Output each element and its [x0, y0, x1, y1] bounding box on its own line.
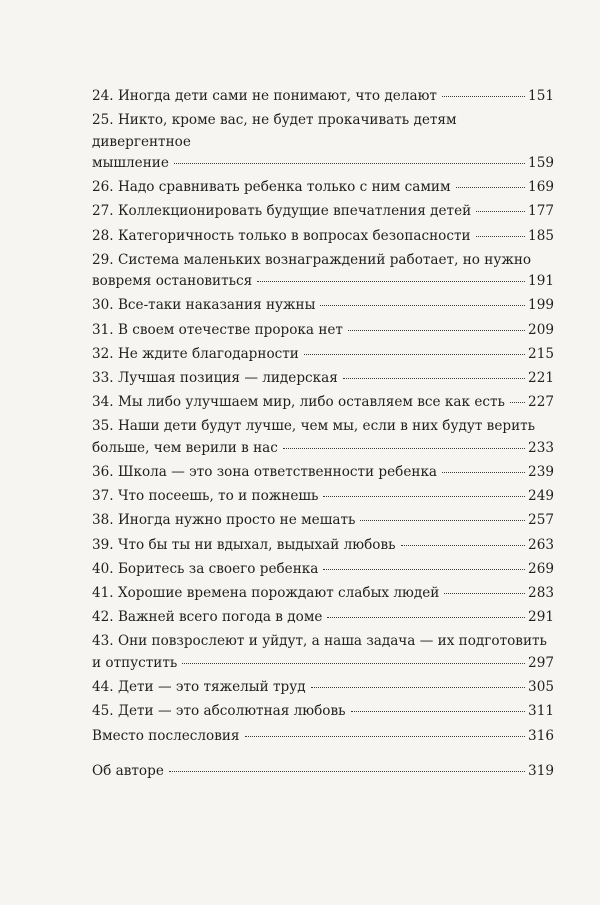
toc-page-number: 233 [528, 439, 554, 456]
toc-entry-row [92, 607, 554, 628]
toc-entry-row [92, 392, 554, 413]
toc-entry-title: вовремя остановиться [92, 273, 253, 290]
dot-leader [323, 496, 525, 497]
toc-page-number: 305 [528, 679, 554, 696]
toc-page-number: 159 [528, 155, 554, 172]
toc-entry [92, 295, 554, 316]
toc-entry-title: Об авторе [92, 762, 164, 779]
dot-leader [444, 593, 525, 594]
toc-entry-row [92, 583, 554, 604]
toc-entry-row [92, 486, 554, 507]
toc-entry-title-line: 29. Система маленьких вознаграждений работает, но нужно [92, 251, 532, 268]
toc-entry-title: 26. Надо сравнивать ребенка только с ним самим [92, 179, 451, 196]
toc-entry [92, 344, 554, 365]
toc-entry-title: 39. Что бы ты ни вдыхал, выдыхай любовь [92, 536, 396, 553]
toc-entry [92, 535, 554, 556]
toc-entry-row [92, 510, 554, 531]
toc-entry [92, 177, 554, 198]
toc-entry-title: 30. Все-таки наказания нужны [92, 297, 316, 314]
dot-leader [283, 448, 525, 449]
toc-entry [92, 701, 554, 722]
toc-page-number: 209 [528, 321, 554, 338]
dot-leader [442, 472, 525, 473]
toc-entry-title: 37. Что посеешь, то и пожнешь [92, 488, 319, 505]
dot-leader [476, 211, 525, 212]
toc-entry-title: 34. Мы либо улучшаем мир, либо оставляем все как есть [92, 394, 505, 411]
toc-entry-row [92, 701, 554, 722]
toc-entry-row [92, 271, 554, 292]
toc-entry-title: мышление [92, 155, 169, 172]
toc-entry-title: 40. Боритесь за своего ребенка [92, 560, 319, 577]
toc-entry-row [92, 677, 554, 698]
toc-entry-title: больше, чем верили в нас [92, 439, 278, 456]
toc-entry-row [92, 761, 554, 782]
toc-entry-row [92, 368, 554, 389]
dot-leader [456, 187, 526, 188]
toc-entry-row [92, 295, 554, 316]
toc-page-number: 249 [528, 488, 554, 505]
toc-page-number: 291 [528, 609, 554, 626]
dot-leader [304, 354, 525, 355]
toc-entry-title: 41. Хорошие времена порождают слабых людей [92, 585, 440, 602]
toc-entry-title: 24. Иногда дети сами не понимают, что делают [92, 88, 437, 104]
toc-entry [92, 583, 554, 604]
dot-leader [174, 163, 525, 164]
dot-leader [401, 545, 526, 546]
toc-entry [92, 510, 554, 531]
toc-entry [92, 559, 554, 580]
toc-entry-row [92, 559, 554, 580]
toc-page-number: 257 [528, 512, 554, 529]
dot-leader [360, 520, 525, 521]
toc-entry [92, 486, 554, 507]
toc-entry-title: и отпустить [92, 654, 178, 671]
dot-leader [320, 305, 525, 306]
toc-entry [92, 392, 554, 413]
toc-entry [92, 726, 554, 747]
toc-entry [92, 86, 554, 107]
toc-entry [92, 631, 554, 674]
toc-page-number: 263 [528, 536, 554, 553]
toc-page-number: 269 [528, 560, 554, 577]
toc-entry-title-line: 35. Наши дети будут лучше, чем мы, если в них будут верить [92, 418, 536, 435]
toc-entry [92, 761, 554, 782]
toc-page-number: 316 [528, 727, 554, 744]
dot-leader [245, 736, 526, 737]
toc-entry [92, 607, 554, 628]
toc-page-number: 199 [528, 297, 554, 314]
toc-entry-row [92, 438, 554, 459]
dot-leader [351, 711, 526, 712]
dot-leader [169, 771, 525, 772]
toc-entry-title: 44. Дети — это тяжелый труд [92, 679, 306, 696]
dot-leader [311, 687, 525, 688]
toc-entry [92, 226, 554, 247]
toc-entry-title: 42. Важней всего погода в доме [92, 609, 323, 626]
toc-entry-title: 27. Коллекционировать будущие впечатления детей [92, 203, 472, 220]
toc-entry [92, 320, 554, 341]
toc-entry-title: 36. Школа — это зона ответственности ребенка [92, 464, 438, 481]
toc-entry [92, 110, 554, 174]
dot-leader [442, 96, 525, 97]
toc-entry-title: 33. Лучшая позиция — лидерская [92, 370, 338, 387]
dot-leader [257, 281, 525, 282]
toc-entry-row [92, 344, 554, 365]
toc-entry-row [92, 177, 554, 198]
toc-entry-title-line: 25. Никто, кроме вас, не будет прокачивать детям дивергентное [92, 112, 457, 150]
dot-leader [327, 617, 525, 618]
dot-leader [182, 663, 525, 664]
dot-leader [343, 378, 525, 379]
toc-entry-row [92, 653, 554, 674]
toc-page-number: 283 [528, 585, 554, 602]
toc-entry-title: 32. Не ждите благодарности [92, 345, 299, 362]
toc-entry-row [92, 86, 554, 107]
table-of-contents [92, 86, 554, 785]
toc-page-number: 311 [528, 703, 554, 720]
toc-page-number: 177 [528, 203, 554, 220]
toc-entry [92, 201, 554, 222]
toc-entry [92, 368, 554, 389]
toc-entry-row [92, 320, 554, 341]
toc-entry-row [92, 201, 554, 222]
toc-page-number: 239 [528, 464, 554, 481]
dot-leader [476, 236, 526, 237]
toc-entry-title: Вместо послесловия [92, 727, 240, 744]
toc-entry [92, 250, 554, 293]
toc-entry-title: 28. Категоричность только в вопросах безопасности [92, 227, 471, 244]
toc-entry [92, 416, 554, 459]
toc-page-number: 151 [528, 88, 554, 104]
toc-entry-row [92, 462, 554, 483]
toc-entry-title-line: 43. Они повзрослеют и уйдут, а наша задача — их подготовить [92, 633, 547, 650]
toc-entry-row [92, 535, 554, 556]
toc-page-number: 297 [528, 654, 554, 671]
toc-entry-row [92, 726, 554, 747]
toc-page-number: 215 [528, 345, 554, 362]
toc-page-number: 191 [528, 273, 554, 290]
toc-entry [92, 462, 554, 483]
toc-page-number: 185 [528, 227, 554, 244]
toc-entry-title: 45. Дети — это абсолютная любовь [92, 703, 346, 720]
dot-leader [323, 569, 525, 570]
toc-entry-row [92, 226, 554, 247]
toc-entry-title: 38. Иногда нужно просто не мешать [92, 512, 356, 529]
toc-entry-row [92, 153, 554, 174]
toc-page-number: 169 [528, 179, 554, 196]
toc-page-number: 227 [528, 394, 554, 411]
toc-page-number: 221 [528, 370, 554, 387]
dot-leader [510, 402, 525, 403]
toc-entry-title: 31. В своем отечестве пророка нет [92, 321, 343, 338]
dot-leader [348, 330, 525, 331]
toc-page-number: 319 [528, 762, 554, 779]
toc-entry [92, 677, 554, 698]
